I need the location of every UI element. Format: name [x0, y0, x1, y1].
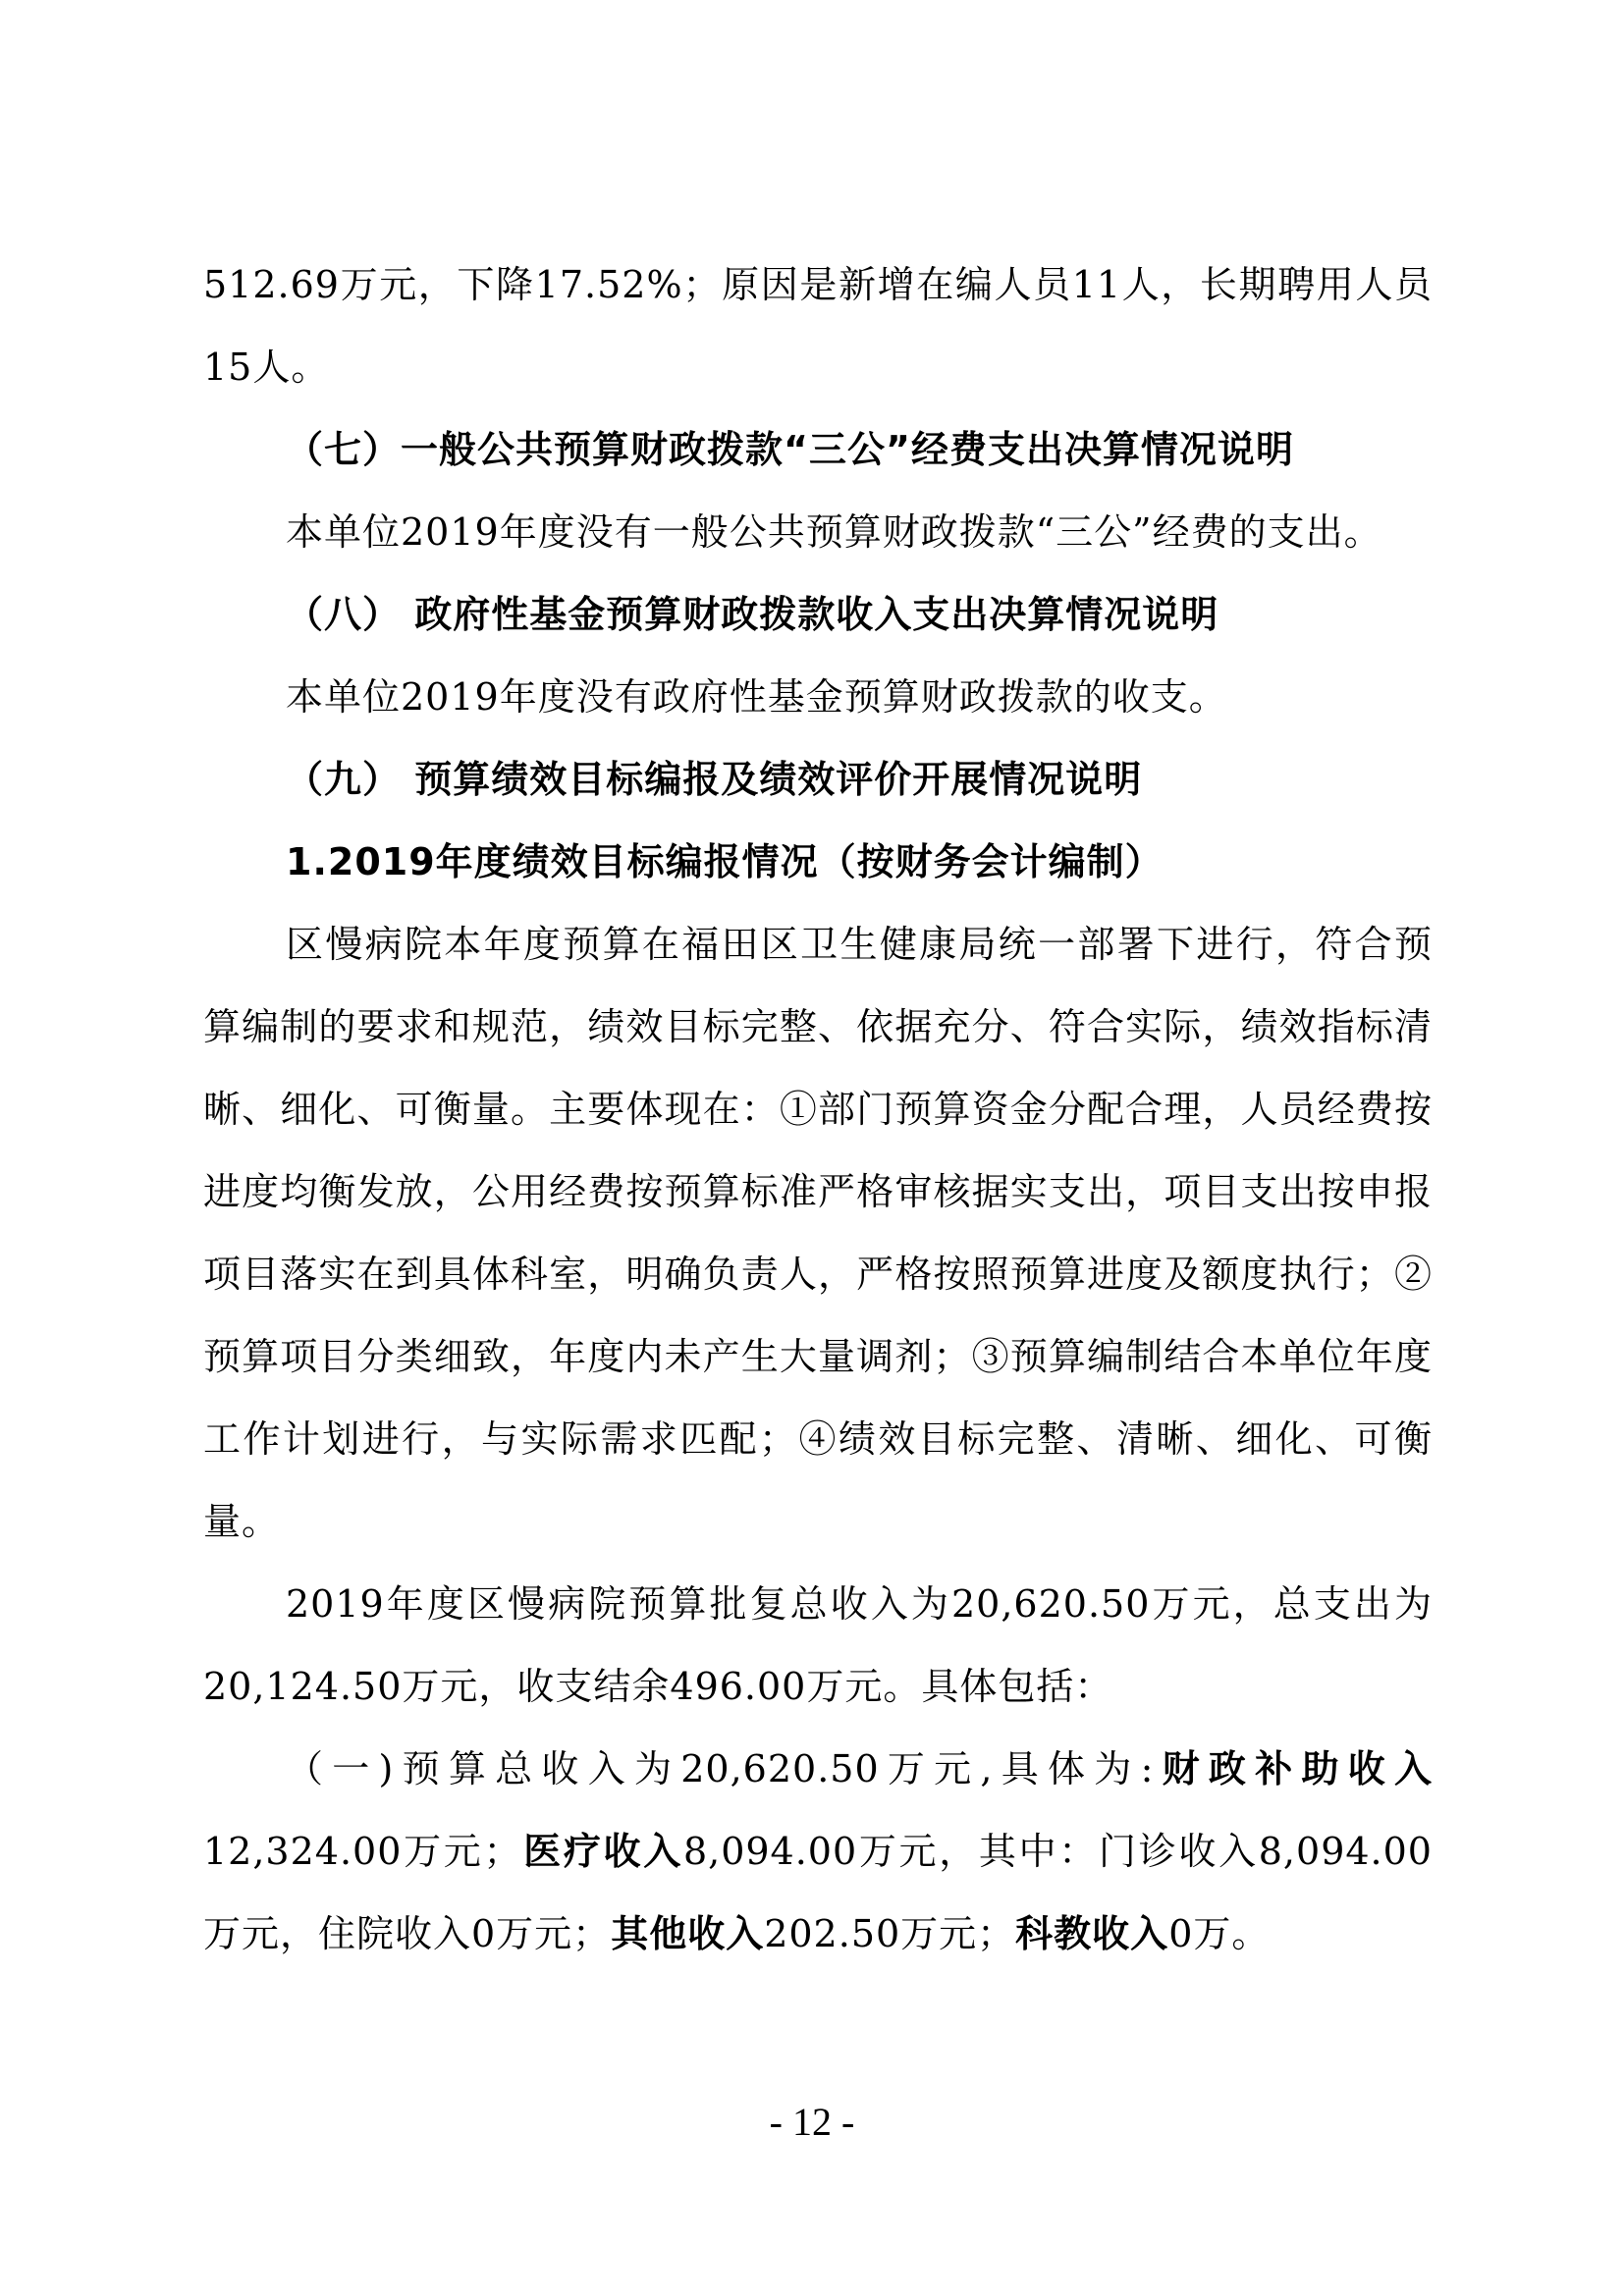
- income-text-2: 12,324.00万元；: [203, 1830, 522, 1873]
- income-label-medical: 医疗收入: [521, 1830, 683, 1873]
- paragraph-government-fund: 本单位2019年度没有政府性基金预算财政拨款的收支。: [286, 675, 1227, 719]
- paragraph-total-income: [203, 1728, 1433, 1975]
- paragraph-performance-targets: 区慢病院本年度预算在福田区卫生健康局统一部署下进行，符合预算编制的要求和规范，绩效目标完整、依据充分、符合实际，绩效指标清晰、细化、可衡量。主要体现在：①部门预算资金分配合理，人员经费按进度均衡发放，公用经费按预算标准严格审核据实支出，项目支出按申报项目落实在到具体科室，明确负责人，严格按照预算进度及额度执行；②预算项目分类细致，年度内未产生大量调剂；③预算编制结合本单位年度工作计划进行，与实际需求匹配；④绩效目标完整、清晰、细化、可衡量。: [203, 923, 1433, 1543]
- income-text-1: （一)预算总收入为20,620.50万元,具体为:: [286, 1747, 1155, 1790]
- income-text-3: 8,094.00万元，其中：门诊收入8,094.00万元，住院收入0万元；: [203, 1830, 1433, 1955]
- income-label-research-education: 科教收入: [1015, 1912, 1169, 1955]
- paragraph-personnel-change: 512.69万元，下降17.52%；原因是新增在编人员11人，长期聘用人员15人。: [203, 263, 1433, 389]
- income-text-4: 202.50万元；: [764, 1912, 1016, 1955]
- income-text-5: 0万。: [1168, 1912, 1271, 1955]
- paragraph-three-public-expenses: 本单位2019年度没有一般公共预算财政拨款“三公”经费的支出。: [286, 510, 1382, 554]
- paragraph-budget-summary: 2019年度区慢病院预算批复总收入为20,620.50万元，总支出为20,124.50万元，收支结余496.00万元。具体包括：: [203, 1582, 1433, 1708]
- section-heading-7: （七）一般公共预算财政拨款“三公”经费支出决算情况说明: [286, 428, 1294, 471]
- income-label-other: 其他收入: [611, 1912, 765, 1955]
- page-body: [203, 243, 1433, 1975]
- section-heading-9: （九） 预算绩效目标编报及绩效评价开展情况说明: [286, 758, 1143, 801]
- subsection-heading-9-1: 1.2019年度绩效目标编报情况（按财务会计编制）: [286, 840, 1164, 883]
- income-label-fiscal-subsidy: 财政补助收入: [1154, 1747, 1433, 1790]
- section-heading-8: （八） 政府性基金预算财政拨款收入支出决算情况说明: [286, 593, 1219, 636]
- page-number: - 12 -: [769, 2100, 855, 2144]
